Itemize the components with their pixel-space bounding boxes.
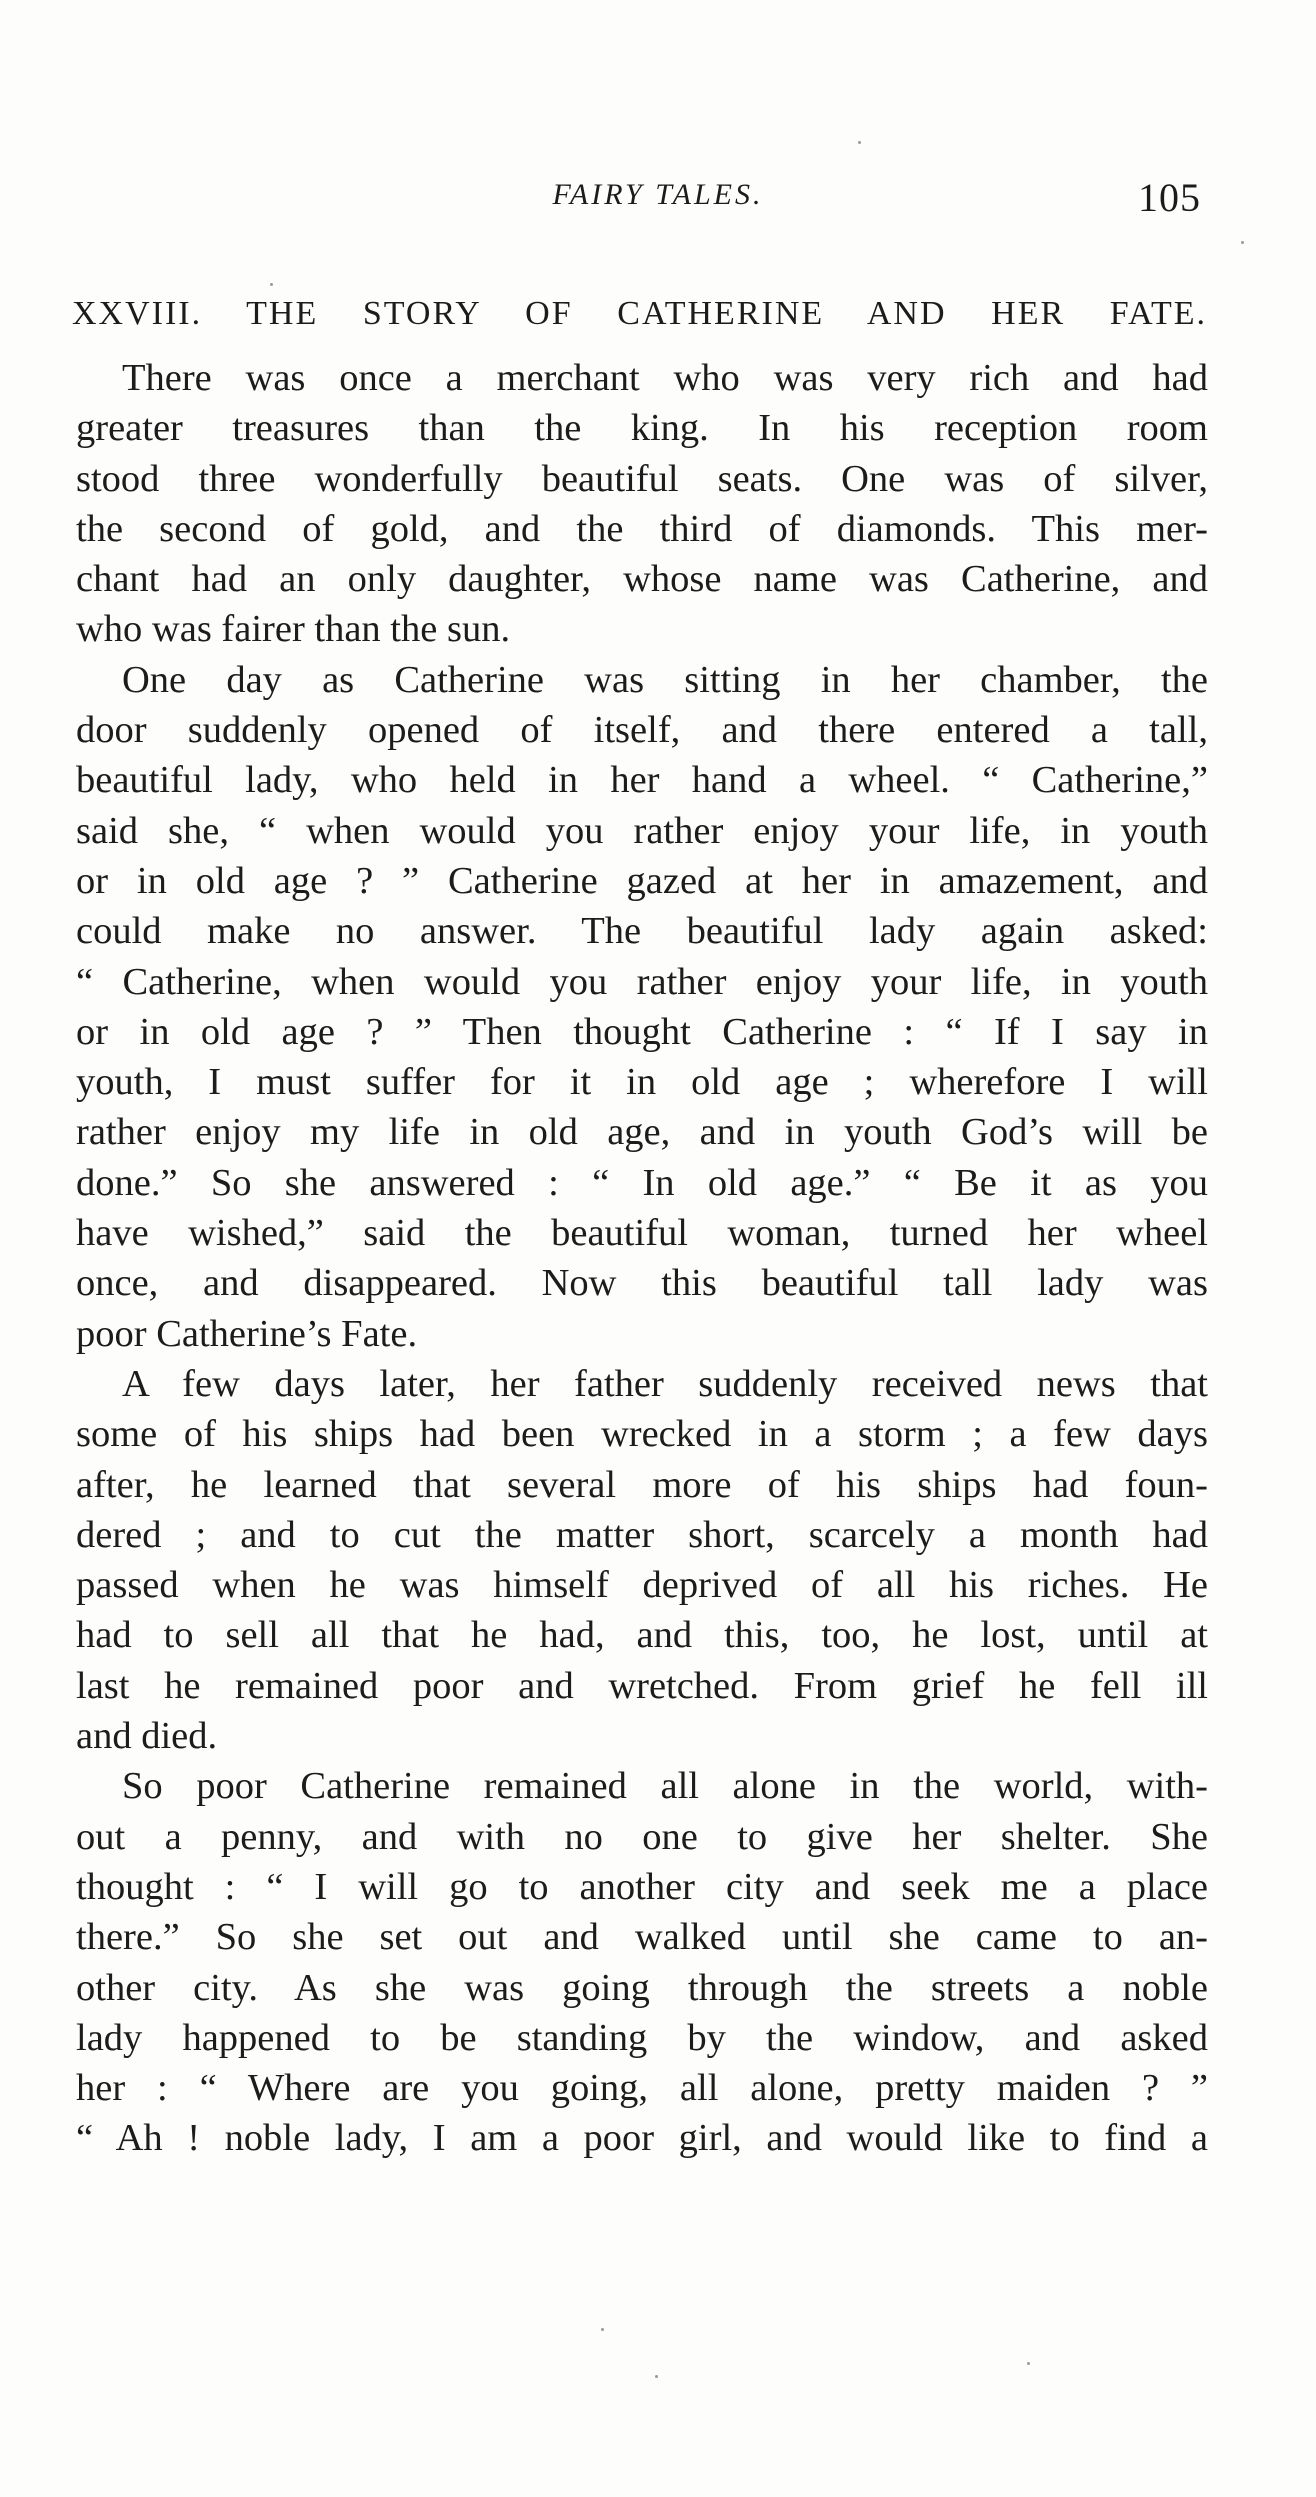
text-line: there.” So she set out and walked until she came to an- bbox=[76, 1916, 1208, 1959]
text-line: out a penny, and with no one to give her shelter. She bbox=[76, 1815, 1208, 1858]
text-line: passed when he was himself deprived of all his riches. He bbox=[76, 1564, 1208, 1607]
paper-speck bbox=[1027, 2362, 1030, 2365]
text-line: There was once a merchant who was very rich and had bbox=[122, 357, 1208, 399]
text-line: her : “ Where are you going, all alone, pretty maiden ? ” bbox=[76, 2067, 1208, 2110]
text-line: or in old age ? ” Catherine gazed at her in amazement, and bbox=[76, 859, 1208, 902]
paper-speck bbox=[858, 141, 861, 144]
text-line: greater treasures than the king. In his reception room bbox=[76, 407, 1208, 450]
text-line: thought : “ I will go to another city and seek me a place bbox=[76, 1865, 1208, 1908]
text-line: A few days later, her father suddenly received news that bbox=[122, 1362, 1208, 1405]
paper-speck bbox=[1241, 241, 1244, 244]
paper-speck bbox=[655, 2375, 658, 2378]
text-line: after, he learned that several more of his ships had foun- bbox=[76, 1463, 1208, 1506]
text-line: beautiful lady, who held in her hand a wheel. “ Catherine,” bbox=[76, 759, 1208, 802]
text-line: could make no answer. The beautiful lady again asked: bbox=[76, 910, 1208, 953]
text-line: the second of gold, and the third of diamonds. This mer- bbox=[76, 507, 1208, 550]
text-line: rather enjoy my life in old age, and in youth God’s will be bbox=[76, 1111, 1208, 1154]
text-line: other city. As she was going through the streets a noble bbox=[76, 1966, 1208, 2009]
chapter-heading: XXVIII. THE STORY OF CATHERINE AND HER FATE. bbox=[72, 295, 1207, 332]
text-line: “ Catherine, when would you rather enjoy your life, in youth bbox=[76, 960, 1208, 1003]
text-line: So poor Catherine remained all alone in the world, with- bbox=[122, 1765, 1208, 1808]
text-line: last he remained poor and wretched. From grief he fell ill bbox=[76, 1664, 1208, 1707]
running-head bbox=[0, 175, 1316, 226]
paper-speck bbox=[270, 283, 273, 286]
story-text bbox=[76, 353, 1208, 2164]
running-title: FAIRY TALES. bbox=[552, 178, 764, 211]
text-line: chant had an only daughter, whose name was Catherine, and bbox=[76, 558, 1208, 601]
text-line: “ Ah ! noble lady, I am a poor girl, and would like to find a bbox=[76, 2117, 1208, 2160]
text-line: youth, I must suffer for it in old age ; wherefore I will bbox=[76, 1061, 1208, 1104]
text-line: some of his ships had been wrecked in a storm ; a few days bbox=[76, 1413, 1208, 1456]
text-line: One day as Catherine was sitting in her chamber, the bbox=[122, 658, 1208, 701]
text-line: had to sell all that he had, and this, too, he lost, until at bbox=[76, 1614, 1208, 1657]
text-line: poor Catherine’s Fate. bbox=[76, 1312, 418, 1355]
paper-speck bbox=[601, 2328, 604, 2331]
text-line: door suddenly opened of itself, and there entered a tall, bbox=[76, 709, 1208, 752]
text-line: said she, “ when would you rather enjoy your life, in youth bbox=[76, 809, 1208, 852]
text-line: or in old age ? ” Then thought Catherine : “ If I say in bbox=[76, 1010, 1208, 1053]
text-line: done.” So she answered : “ In old age.” “ Be it as you bbox=[76, 1161, 1208, 1204]
page-number: 105 bbox=[1138, 175, 1201, 220]
text-line: dered ; and to cut the matter short, scarcely a month had bbox=[76, 1513, 1208, 1556]
text-line: once, and disappeared. Now this beautiful tall lady was bbox=[76, 1262, 1208, 1305]
text-line: stood three wonderfully beautiful seats. One was of silver, bbox=[76, 457, 1208, 500]
text-line: who was fairer than the sun. bbox=[76, 608, 511, 651]
text-line: and died. bbox=[76, 1715, 218, 1758]
text-line: have wished,” said the beautiful woman, turned her wheel bbox=[76, 1212, 1208, 1255]
text-line: lady happened to be standing by the window, and asked bbox=[76, 2016, 1208, 2059]
